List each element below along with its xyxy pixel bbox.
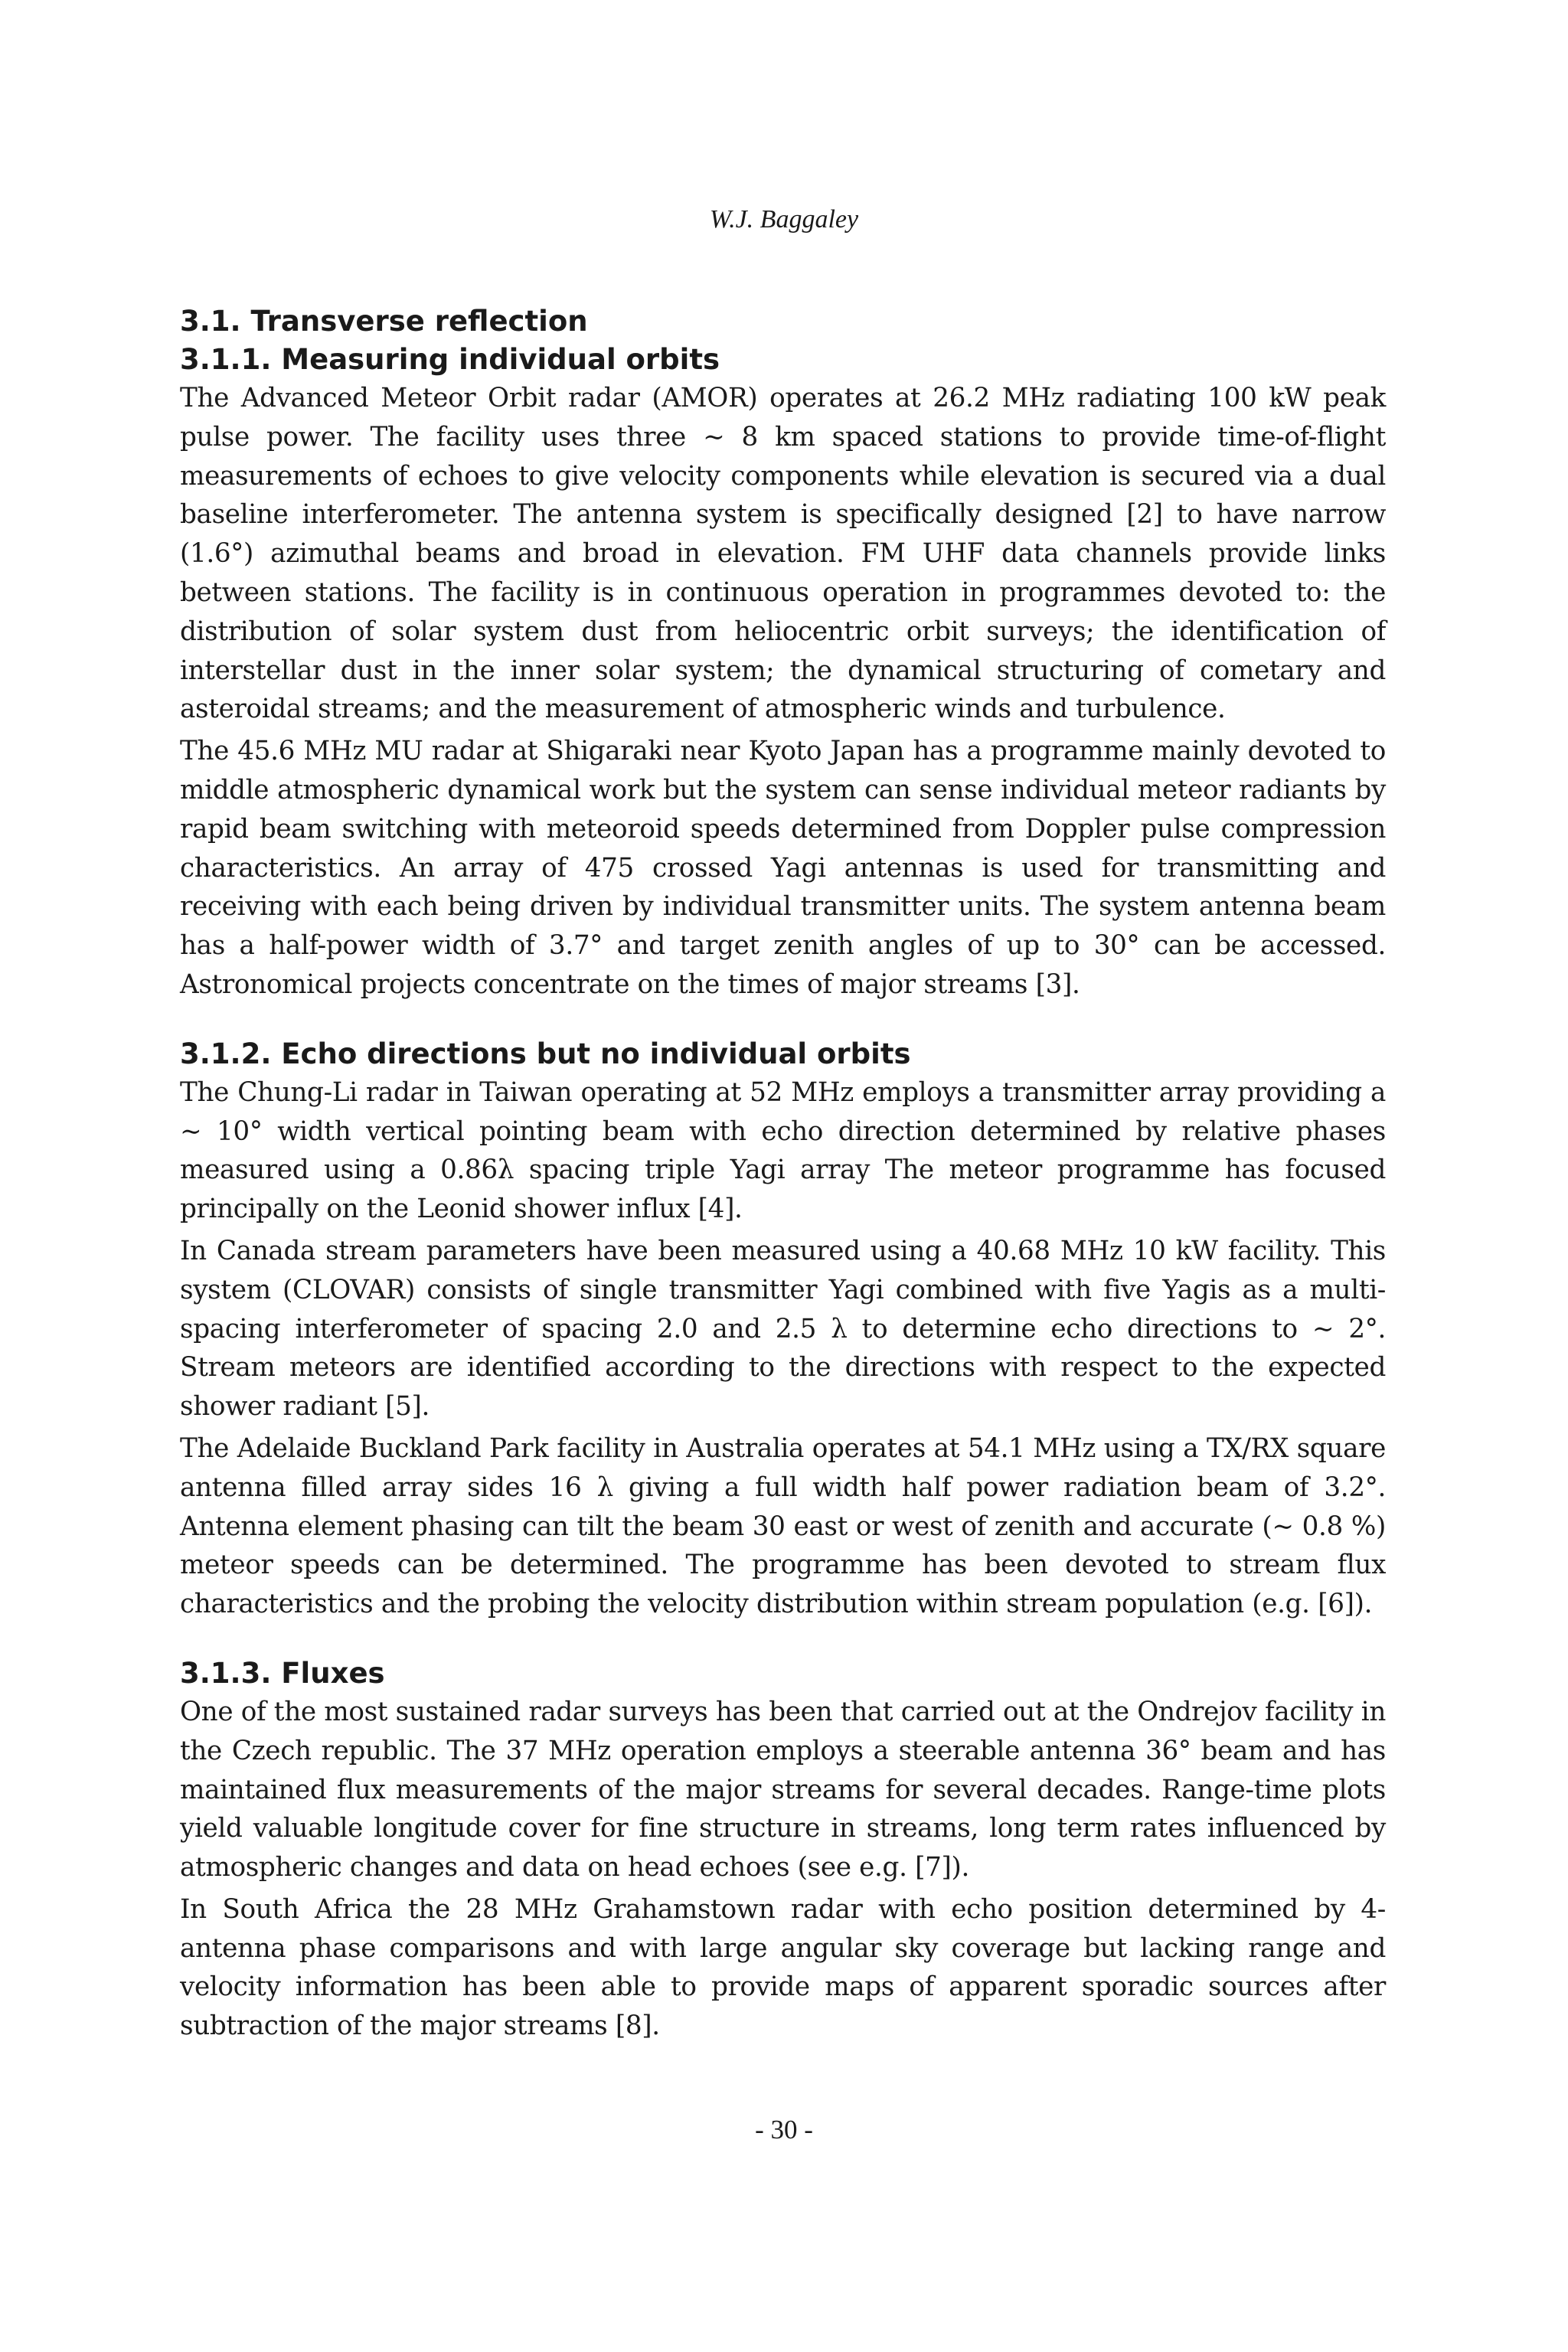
paragraph-amor: The Advanced Meteor Orbit radar (AMOR) operates at 26.2 MHz radiating 100 kW peak pulse power. The facility uses three ∼ 8 km spaced stations to provide time-of-flight measurements of echoes to give velocity components while elevation is secured via a dual baseline interferometer. The antenna system is specifically designed [2] to have narrow (1.6°) azimuthal beams and broad in elevation. FM UHF data channels provide links between stations. The facility is in continuous operation in programmes devoted to: the distribution of solar system dust from heliocentric orbit surveys; the identification of interstellar dust in the inner solar system; the dynamical structuring of cometary and asteroidal streams; and the measurement of atmospheric winds and turbulence. (180, 383, 1386, 725)
subsection-heading-3-1-1: 3.1.1. Measuring individual orbits (180, 343, 720, 376)
paragraph-clovar: In Canada stream parameters have been measured using a 40.68 MHz 10 kW facility. This system (CLOVAR) consists of single transmitter Yagi combined with five Yagis as a multi-spacing interferometer of spacing 2.0 and 2.5 λ to determine echo directions to ∼ 2°. Stream meteors are identified according to the directions with respect to the expected shower radiant [5]. (180, 1235, 1386, 1423)
body-text (180, 302, 1386, 2046)
paragraph-grahamstown: In South Africa the 28 MHz Grahamstown radar with echo position determined by 4-antenna phase comparisons and with large angular sky coverage but lacking range and velocity information has been able to provide maps of apparent sporadic sources after subtraction of the major streams [8]. (180, 1893, 1386, 2042)
page-number: - 30 - (755, 2115, 813, 2145)
paragraph-ondrejov: One of the most sustained radar surveys has been that carried out at the Ondrejov facility in the Czech republic. The 37 MHz operation employs a steerable antenna 36° beam and has maintained flux measurements of the major streams for several decades. Range-time plots yield valuable longitude cover for fine structure in streams, long term rates influenced by atmospheric changes and data on head echoes (see e.g. [7]). (180, 1696, 1386, 1883)
subsection-heading-3-1-2: 3.1.2. Echo directions but no individual orbits (180, 1037, 911, 1070)
subsection-heading-3-1-3: 3.1.3. Fluxes (180, 1656, 385, 1690)
paragraph-adelaide: The Adelaide Buckland Park facility in Australia operates at 54.1 MHz using a TX/RX square antenna filled array sides 16 λ giving a full width half power radiation beam of 3.2°. Antenna element phasing can tilt the beam 30 east or west of zenith and accurate (∼ 0.8 %) meteor speeds can be determined. The programme has been devoted to stream flux characteristics and the probing the velocity distribution within stream population (e.g. [6]). (180, 1432, 1386, 1620)
paragraph-chung-li: The Chung-Li radar in Taiwan operating at 52 MHz employs a transmitter array providing a ∼ 10° width vertical pointing beam with echo direction determined by relative phases measured using a 0.86λ spacing triple Yagi array The meteor programme has focused principally on the Leonid shower influx [4]. (180, 1076, 1386, 1225)
section-heading-3-1: 3.1. Transverse reflection (180, 305, 588, 338)
paragraph-mu-radar: The 45.6 MHz MU radar at Shigaraki near Kyoto Japan has a programme mainly devoted to middle atmospheric dynamical work but the system can sense individual meteor radiants by rapid beam switching with meteoroid speeds determined from Doppler pulse compression characteristics. An array of 475 crossed Yagi antennas is used for transmitting and receiving with each being driven by individual transmitter units. The system antenna beam has a half-power width of 3.7° and target zenith angles of up to 30° can be accessed. Astronomical projects concentrate on the times of major streams [3]. (180, 736, 1386, 1000)
running-header: W.J. Baggaley (709, 205, 859, 234)
